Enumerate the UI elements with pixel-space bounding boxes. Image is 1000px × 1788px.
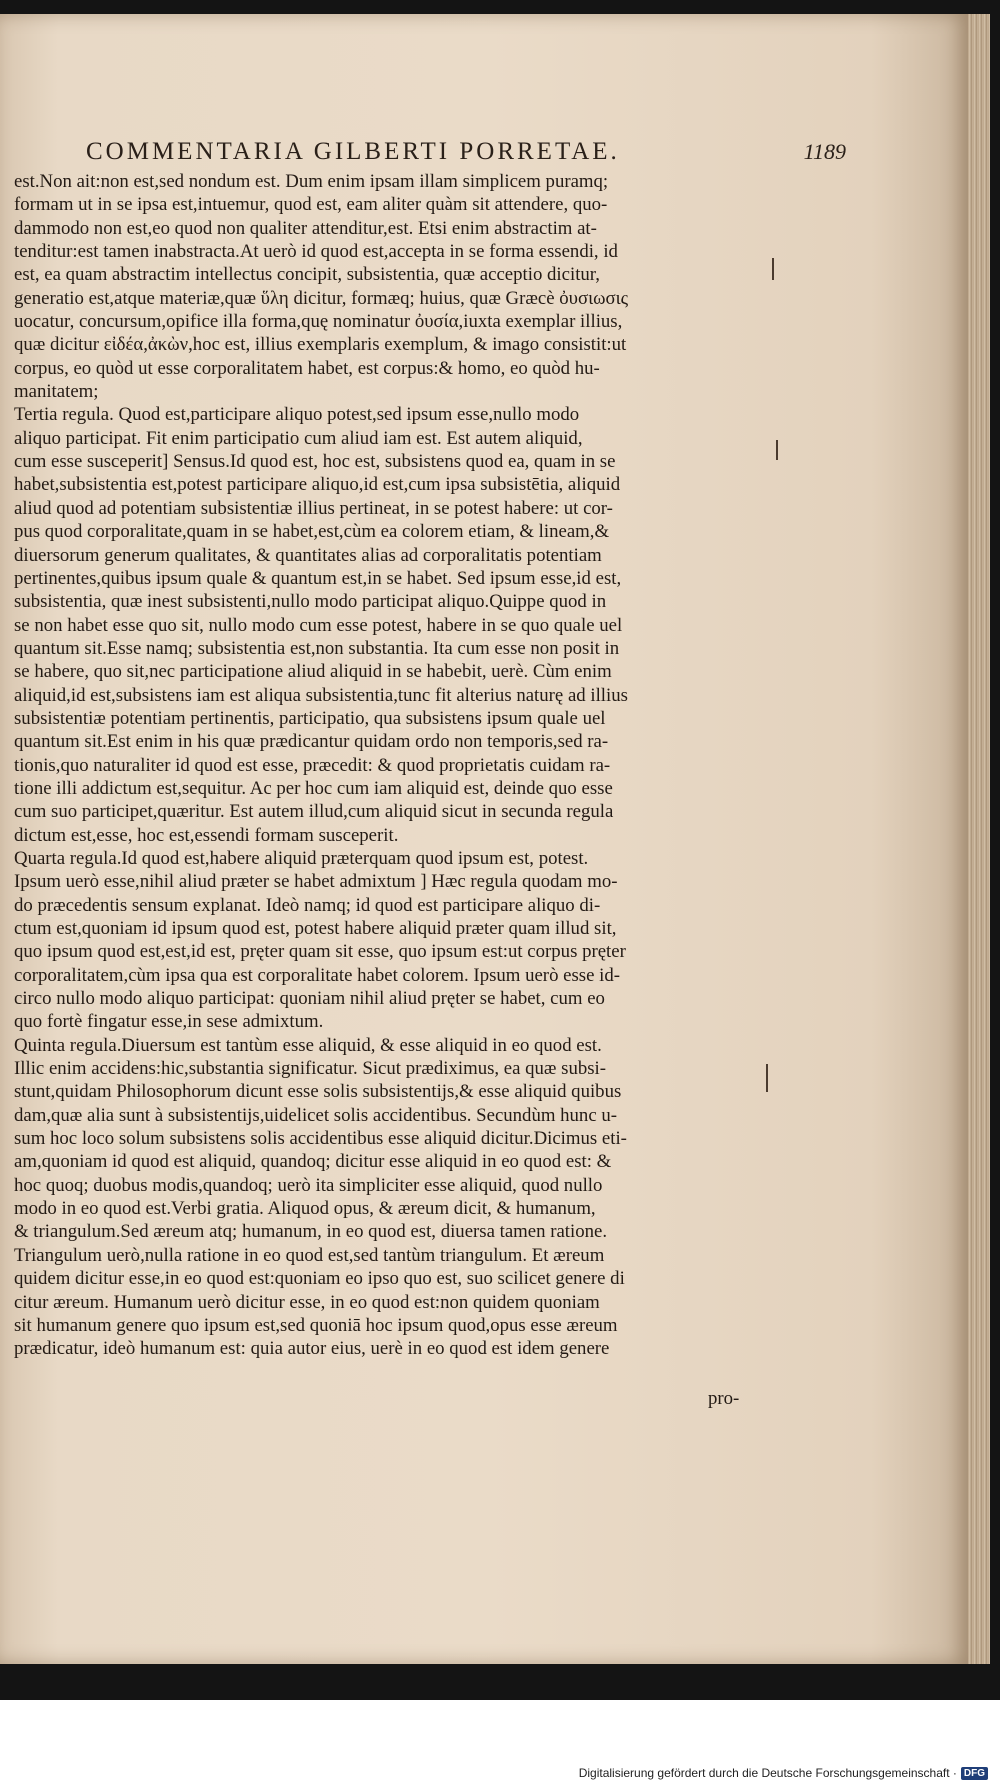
text-line: aliquid,id est,subsistens iam est aliqua subsistentia,tunc fit alterius naturę ad illius bbox=[14, 684, 628, 706]
text-line: stunt,quidam Philosophorum dicunt esse solis subsistentijs,& esse aliquid quibus bbox=[14, 1081, 622, 1103]
text-line: est, ea quam abstractim intellectus concipit, subsistentia, quæ acceptio dicitur, bbox=[14, 264, 600, 286]
text-line: hoc quoq; duobus modis,quandoq; uerò ita simpliciter esse aliquid, quod nullo bbox=[14, 1174, 603, 1196]
text-line: habet,subsistentia est,potest participare aliquo,id est,cum ipsa subsistētia, aliquid bbox=[14, 474, 621, 496]
text-line: do præcedentis sensum explanat. Ideò namq; id quod est participare aliquo di- bbox=[14, 894, 601, 916]
text-line: se habere, quo sit,nec participatione aliud aliquid in se habebit, uerè. Cùm enim bbox=[14, 661, 612, 683]
text-line: sit humanum genere quo ipsum est,sed quoniā hoc ipsum quod,opus esse æreum bbox=[14, 1314, 618, 1336]
text-line: formam ut in se ipsa est,intuemur, quod est, eam aliter quàm sit attendere, quo- bbox=[14, 194, 608, 216]
dfg-credit bbox=[579, 1766, 988, 1780]
running-head bbox=[86, 138, 846, 174]
text-line: Quinta regula.Diuersum est tantùm esse aliquid, & esse aliquid in eo quod est. bbox=[14, 1034, 602, 1056]
text-line: pertinentes,quibus ipsum quale & quantum est,in se habet. Sed ipsum esse,id est, bbox=[14, 567, 622, 589]
text-line: quantum sit.Esse namq; subsistentia est,non substantia. Ita cum esse non posit in bbox=[14, 637, 620, 659]
text-line: subsistentiæ potentiam pertinentis, participatio, qua subsistens ipsum quale uel bbox=[14, 707, 606, 729]
text-line: citur æreum. Humanum uerò dicitur esse, in eo quod est:non quidem quoniam bbox=[14, 1291, 600, 1313]
text-line: generatio est,atque materiæ,quæ ὕλη dicitur, formæq; huius, quæ Græcè ὀυσιωσις bbox=[14, 287, 629, 309]
text-line: tenditur:est tamen inabstracta.At uerò id quod est,accepta in se forma essendi, id bbox=[14, 241, 618, 263]
text-line: subsistentia, quæ inest subsistenti,nullo modo participat aliquo.Quippe quod in bbox=[14, 591, 607, 613]
text-line: ctum est,quoniam id ipsum quod est, potest habere aliquid præter quam illud sit, bbox=[14, 918, 617, 939]
text-line: Tertia regula. Quod est,participare aliquo potest,sed ipsum esse,nullo modo bbox=[14, 404, 580, 426]
page-edge bbox=[968, 14, 990, 1664]
text-line: & triangulum.Sed æreum atq; humanum, in eo quod est, diuersa tamen ratione. bbox=[14, 1221, 608, 1243]
text-line: tione illi addictum est,sequitur. Ac per hoc cum iam aliquid est, deinde quo esse bbox=[14, 777, 613, 799]
margin-mark bbox=[766, 1064, 768, 1092]
text-line: quantum sit.Est enim in his quæ prædicantur quidam ordo non temporis,sed ra- bbox=[14, 731, 609, 753]
text-line: corpus, eo quòd ut esse corporalitatem habet, est corpus:& homo, eo quòd hu- bbox=[14, 357, 600, 379]
text-line: corporalitatem,cùm ipsa qua est corporalitate habet colorem. Ipsum uerò esse id- bbox=[14, 964, 620, 986]
text-line: pus quod corporalitate,quam in se habet,est,cùm ea colorem etiam, & lineam,& bbox=[14, 521, 610, 543]
text-line: Ipsum uerò esse,nihil aliud præter se habet admixtum ] Hæc regula quodam mo- bbox=[14, 871, 618, 893]
catchword: pro- bbox=[708, 1388, 740, 1409]
margin-mark bbox=[776, 440, 778, 460]
text-line: am,quoniam id quod est aliquid, quandoq; dicitur esse aliquid in eo quod est: & bbox=[14, 1151, 612, 1173]
margin-mark bbox=[772, 258, 774, 280]
text-line: quo ipsum quod est,est,id est, pręter quam sit esse, quo ipsum est:ut corpus pręter bbox=[14, 941, 626, 963]
text-line: cum suo participet,quæritur. Est autem illud,cum aliquid sicut in secunda regula bbox=[14, 801, 614, 823]
text-line: dam,quæ alia sunt à subsistentijs,uidelicet solis accidentibus. Secundùm hunc u- bbox=[14, 1104, 617, 1126]
text-line: uocatur, concursum,opifice illa forma,quę nominatur ὀυσία,iuxta exemplar illius, bbox=[14, 311, 623, 333]
text-line: manitatem; bbox=[14, 381, 99, 403]
text-line: quo fortè fingatur esse,in sese admixtum. bbox=[14, 1011, 324, 1033]
footer-bar bbox=[0, 1700, 1000, 1788]
folio-number: 1189 bbox=[803, 139, 846, 164]
text-line: sum hoc loco solum subsistens solis accidentibus esse aliquid dicitur.Dicimus eti- bbox=[14, 1128, 627, 1150]
dfg-credit-text: Digitalisierung gefördert durch die Deutsche Forschungsgemeinschaft · bbox=[578, 1766, 957, 1780]
text-line: Quarta regula.Id quod est,habere aliquid præterquam quod ipsum est, potest. bbox=[14, 847, 589, 869]
text-line: quidem dicitur esse,in eo quod est:quoniam eo ipso quo est, suo scilicet genere di bbox=[14, 1268, 625, 1290]
text-line: quæ dicitur εἰδέα,ἀκὼν,hoc est, illius exemplaris exemplum, & imago consistit:ut bbox=[14, 334, 627, 356]
text-line: dammodo non est,eo quod non qualiter attenditur,est. Etsi enim abstractim at- bbox=[14, 217, 597, 239]
text-line: modo in eo quod est.Verbi gratia. Aliquod opus, & æreum dicit, & humanum, bbox=[14, 1198, 596, 1220]
text-line: dictum est,esse, hoc est,essendi formam susceperit. bbox=[14, 824, 399, 846]
running-title: COMMENTARIA GILBERTI PORRETAE. bbox=[86, 138, 620, 165]
dfg-logo: DFG bbox=[961, 1767, 988, 1780]
text-line: est.Non ait:non est,sed nondum est. Dum enim ipsam illam simplicem puramq; bbox=[14, 171, 609, 192]
text-line: diuersorum generum qualitates, & quantitates alias ad corporalitatis potentiam bbox=[14, 544, 602, 566]
commentary-text bbox=[14, 170, 758, 1361]
text-line: cum esse susceperit] Sensus.Id quod est, hoc est, subsistens quod ea, quam in se bbox=[14, 451, 616, 473]
text-line: Triangulum uerò,nulla ratione in eo quod est,sed tantùm triangulum. Et æreum bbox=[14, 1244, 605, 1266]
text-line: aliquo participat. Fit enim participatio cum aliud iam est. Est autem aliquid, bbox=[14, 427, 583, 449]
text-line: tionis,quo naturaliter id quod est esse, præcedit: & quod proprietatis cuidam ra- bbox=[14, 754, 611, 776]
text-line: se non habet esse quo sit, nullo modo cum esse potest, habere in se quo quale uel bbox=[14, 614, 623, 636]
text-line: prædicatur, ideò humanum est: quia autor eius, uerè in eo quod est idem genere bbox=[14, 1338, 610, 1360]
text-line: circo nullo modo aliquo participat: quoniam nihil aliud pręter se habet, cum eo bbox=[14, 988, 605, 1010]
text-line: aliud quod ad potentiam subsistentiæ illius pertineat, in se potest habere: ut cor- bbox=[14, 497, 613, 519]
text-line: Illic enim accidens:hic,substantia significatur. Sicut prædiximus, ea quæ subsi- bbox=[14, 1058, 607, 1080]
